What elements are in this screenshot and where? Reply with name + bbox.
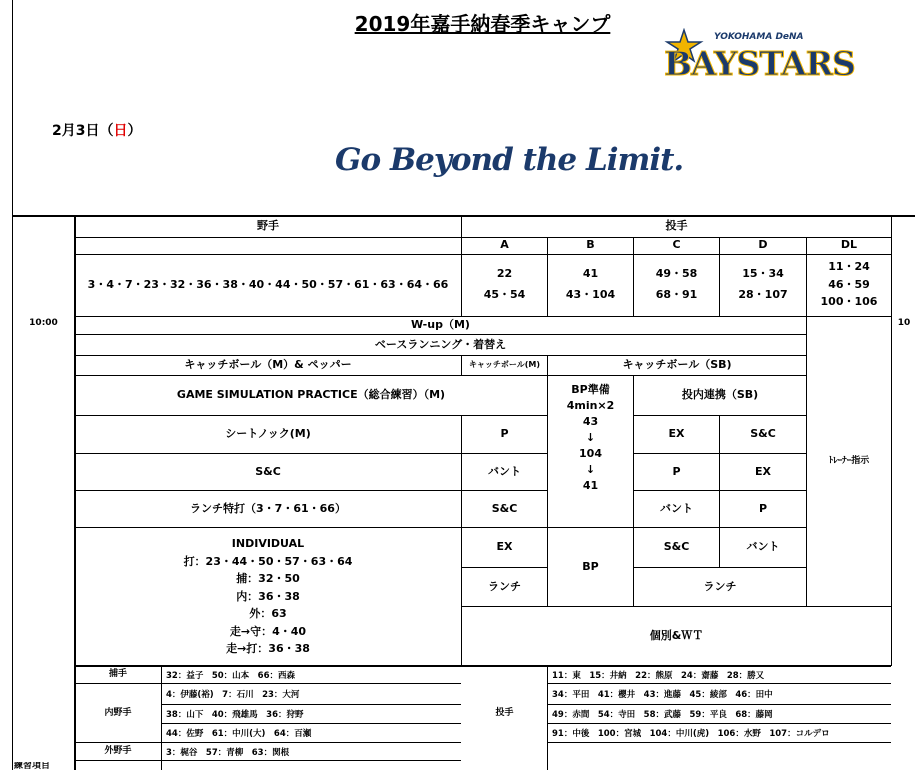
fielder-sc-cell: S&C <box>255 464 281 478</box>
bp-cell: BP <box>582 559 599 573</box>
outfield-label: 外野手 <box>104 746 132 757</box>
date-prefix: 2月3日（ <box>52 123 114 139</box>
bp-prep-line: BP準備 <box>571 383 610 396</box>
lunch-batting-cell: ランチ特打（3・7・61・66） <box>190 501 346 515</box>
individual-line: 走→打：36・38 <box>226 642 310 656</box>
logo-small-text: YOKOHAMA DeNA <box>714 32 804 42</box>
fielders-header: 野手 <box>257 219 279 233</box>
member-line: 43・104 <box>565 288 616 301</box>
trainer-cell: ﾄﾚｰﾅｰ指示 <box>828 456 870 467</box>
tagline-text: Go Beyond the Limit. <box>335 142 684 178</box>
date-label <box>52 120 141 140</box>
bp-prep-line: 43 <box>582 414 599 428</box>
c-slot-2: P <box>672 464 681 478</box>
tagline-logo <box>335 142 684 198</box>
member-line: 49・58 <box>655 267 698 281</box>
date-day: 日 <box>113 123 128 139</box>
group-dl-header: DL <box>840 238 858 252</box>
pitcher-list: 11：東 15：井納 22：熊原 24：齋藤 28：勝又 <box>552 670 765 681</box>
catcher-list: 32：益子 50：山本 66：西森 <box>166 670 295 681</box>
individual-line: 打：23・44・50・57・63・64 <box>183 554 353 568</box>
group-d-header: D <box>758 238 768 252</box>
infield-label: 内野手 <box>104 707 132 718</box>
catch-sb-cell: キャッチボール（SB) <box>622 358 732 372</box>
wup-row: W-up（M) <box>411 318 470 332</box>
a-slot-5: ランチ <box>488 579 521 593</box>
pitcher-list: 91：中後 100：宮城 104：中川(虎) 106：水野 107：コルデロ <box>552 729 830 739</box>
member-line: 68・91 <box>655 288 698 301</box>
row-line <box>547 742 891 743</box>
individual-line: 内：36・38 <box>236 589 300 603</box>
member-line: 22 <box>496 267 513 281</box>
member-line: 100・106 <box>820 295 878 309</box>
member-line: 11・24 <box>828 259 870 273</box>
group-c-header: C <box>672 238 681 252</box>
pitcher-list: 49：赤間 54：寺田 58：武藤 59：平良 68：藤岡 <box>552 710 773 720</box>
member-line: 15・34 <box>742 267 784 281</box>
row-line <box>75 760 461 761</box>
page-title: 2019年嘉手納春季キャンプ <box>354 12 611 36</box>
c-slot-3: バント <box>660 501 693 515</box>
bp-prep-line: 41 <box>582 478 599 492</box>
cd-lunch-cell: ランチ <box>703 579 737 593</box>
pitcher-label: 投手 <box>495 707 514 718</box>
bp-prep-line: 4min×2 <box>566 398 615 412</box>
toshu-renkei-cell: 投内連携（SB) <box>681 388 759 402</box>
group-c-members <box>634 254 719 316</box>
individual-cell <box>75 528 461 665</box>
group-dl-members <box>807 254 891 316</box>
a-slot-3: S&C <box>491 501 518 515</box>
infield-list: 4：伊藤(裕) 7：石川 23：大河 <box>166 690 300 700</box>
individual-line: 捕：32・50 <box>236 572 300 586</box>
catcher-label: 捕手 <box>108 669 127 680</box>
frame-left <box>12 0 13 216</box>
individual-line: 外：63 <box>249 607 287 621</box>
right-line <box>891 216 892 666</box>
pitchers-header: 投手 <box>665 219 688 233</box>
bp-prep-line: 104 <box>579 446 602 460</box>
bp-prep-line: ↓ <box>585 430 596 444</box>
member-line: 46・59 <box>828 277 870 291</box>
group-b-header: B <box>586 238 595 252</box>
a-slot-1: P <box>500 427 509 441</box>
bp-prep-cell <box>548 376 633 527</box>
bottom-cut-text: 練習項目 <box>14 762 51 770</box>
individual-wt-cell: 個別&ＷＴ <box>649 628 704 642</box>
member-line: 28・107 <box>738 288 788 301</box>
individual-line: 走→守：4・40 <box>229 624 307 638</box>
date-suffix: ） <box>127 123 142 139</box>
pitcher-list: 34：平田 41：櫻井 43：進藤 45：綾部 46：田中 <box>552 690 773 700</box>
bp-prep-line: ↓ <box>585 462 596 476</box>
infield-list: 38：山下 40：飛雄馬 36：狩野 <box>166 710 304 720</box>
group-d-members <box>720 254 806 316</box>
infield-list: 44：佐野 61：中川(大) 64：百瀬 <box>166 729 312 739</box>
d-slot-4: バント <box>746 540 780 554</box>
logo-main-text: BAYSTARS <box>664 44 855 83</box>
frame-left-lower <box>12 216 13 770</box>
c-slot-1: EX <box>668 427 685 441</box>
time-right: 10 <box>897 317 911 328</box>
d-slot-3: P <box>758 501 768 515</box>
a-slot-4: EX <box>496 540 513 554</box>
d-slot-2: EX <box>755 464 771 478</box>
group-a-header: A <box>500 238 509 252</box>
time-left: 10:00 <box>29 317 58 328</box>
group-b-members <box>548 254 633 316</box>
game-sim-cell: GAME SIMULATION PRACTICE（総合練習）（M) <box>176 388 446 402</box>
seat-knock-cell: シートノック(M) <box>225 427 311 441</box>
group-a-members <box>462 254 547 316</box>
catch-m-cell: キャッチボール(M) <box>468 360 541 370</box>
member-line: 45・54 <box>483 288 526 301</box>
baystars-logo <box>662 28 855 88</box>
individual-title: INDIVIDUAL <box>231 536 305 550</box>
catch-pepper-cell: キャッチボール（M）& ペッパー <box>184 358 352 372</box>
member-line: 41 <box>582 267 599 281</box>
d-slot-1: S&C <box>750 427 776 441</box>
a-slot-2: バント <box>488 464 521 478</box>
fielders-members: 3・4・7・23・32・36・38・40・44・50・57・61・63・64・66 <box>87 277 449 291</box>
outfield-list: 3：梶谷 57：青柳 63：関根 <box>166 747 290 758</box>
base-running-row: ベースランニング・着替え <box>374 337 507 351</box>
c-slot-4: S&C <box>663 540 690 554</box>
